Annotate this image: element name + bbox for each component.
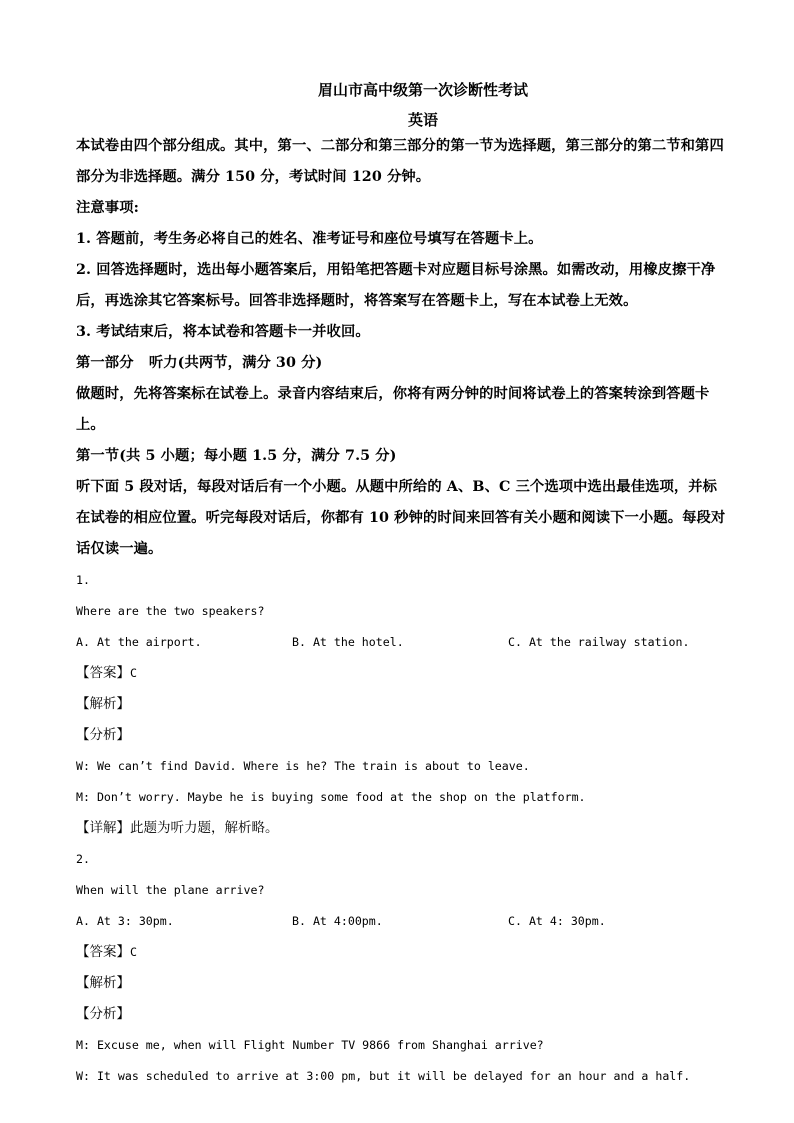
- options: [76, 627, 730, 658]
- part1-title: 第一部分 听力(共两节，满分 30 分): [76, 355, 323, 371]
- note-1: 1. 答题前，考生务必将自己的姓名、准考证号和座位号填写在答题卡上。: [76, 231, 543, 247]
- analysis-label: 【解析】: [76, 975, 130, 991]
- transcript-line: M: Excuse me, when will Flight Number TV 9866 from Shanghai arrive?: [76, 1038, 544, 1052]
- answer-row: [76, 937, 730, 968]
- detail-label: 【详解】此题为听力题，解析略。: [76, 820, 279, 836]
- notes-title: 注意事项:: [76, 200, 139, 216]
- transcript-line: M: Don’t worry. Maybe he is buying some food at the shop on the platform.: [76, 790, 586, 804]
- note-2: 2. 回答选择题时，选出每小题答案后，用铅笔把答题卡对应题目标号涂黑。如需改动，用橡皮擦干净后，再选涂其它答案标号。回答非选择题时，将答案写在答题卡上，写在本试卷上无效。: [76, 262, 716, 309]
- question-1: [76, 565, 730, 844]
- answer-value: C: [130, 945, 137, 959]
- subject-title: 英语: [407, 111, 438, 129]
- option-a: A. At the airport.: [76, 635, 202, 649]
- instructions: [76, 131, 730, 565]
- question-number: 1.: [76, 573, 90, 587]
- answer-label: 【答案】: [76, 944, 130, 960]
- transcript-line: W: We can’t find David. Where is he? The train is about to leave.: [76, 759, 530, 773]
- analysis-label: 【解析】: [76, 696, 130, 712]
- exam-title: 眉山市高中级第一次诊断性考试: [317, 81, 528, 99]
- option-b: B. At 4:00pm.: [292, 914, 383, 928]
- question-stem: Where are the two speakers?: [76, 604, 265, 618]
- transcript-line: W: It was scheduled to arrive at 3:00 pm, but it will be delayed for an hour and a half.: [76, 1069, 691, 1083]
- option-c: C. At 4: 30pm.: [508, 914, 606, 928]
- question-2: [76, 844, 730, 1092]
- answer-label: 【答案】: [76, 665, 130, 681]
- option-c: C. At the railway station.: [508, 635, 690, 649]
- section1-title: 第一节(共 5 小题；每小题 1.5 分，满分 7.5 分): [76, 448, 397, 464]
- fenxi-label: 【分析】: [76, 1006, 130, 1022]
- section1-instruction: 听下面 5 段对话，每段对话后有一个小题。从题中所给的 A、B、C 三个选项中选出最佳选项，并标在试卷的相应位置。听完每段对话后，你都有 10 秒钟的时间来回答有关小题和阅读下一小题。每段对话仅读一遍。: [76, 479, 726, 557]
- question-stem: When will the plane arrive?: [76, 883, 265, 897]
- answer-row: [76, 658, 730, 689]
- options: [76, 906, 730, 937]
- fenxi-label: 【分析】: [76, 727, 130, 743]
- intro-paragraph: 本试卷由四个部分组成。其中，第一、二部分和第三部分的第一节为选择题，第三部分的第二节和第四部分为非选择题。满分 150 分，考试时间 120 分钟。: [76, 138, 724, 185]
- question-number: 2.: [76, 852, 90, 866]
- note-3: 3. 考试结束后，将本试卷和答题卡一并收回。: [76, 324, 370, 340]
- option-a: A. At 3: 30pm.: [76, 914, 174, 928]
- option-b: B. At the hotel.: [292, 635, 404, 649]
- part1-instruction: 做题时，先将答案标在试卷上。录音内容结束后，你将有两分钟的时间将试卷上的答案转涂到答题卡上。: [76, 386, 710, 433]
- answer-value: C: [130, 666, 137, 680]
